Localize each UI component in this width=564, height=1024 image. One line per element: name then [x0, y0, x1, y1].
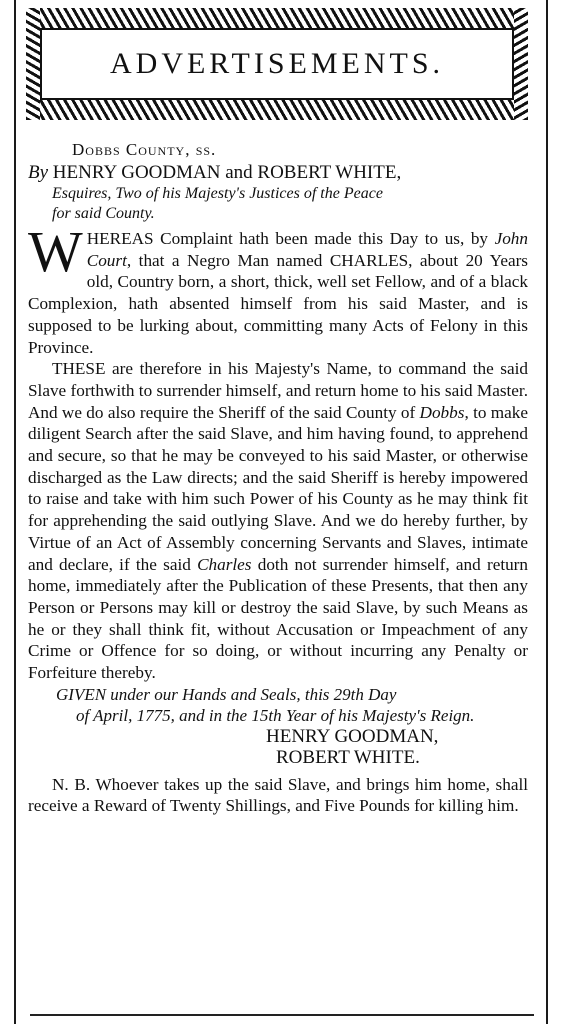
- drop-cap: W: [28, 219, 83, 284]
- paragraph-these-text: THESE are therefore in his Majesty's Name, to command the said Slave forthwith to surrender himself, and return home to his said Master. And we do also require the Sheriff of the said County of: [28, 359, 528, 422]
- name-charles: Charles: [197, 554, 252, 574]
- county-heading: Dobbs County, ss.: [72, 140, 217, 159]
- paragraph-these: [28, 358, 528, 684]
- masthead: [26, 8, 528, 120]
- ornamental-border-top: [26, 8, 528, 28]
- paragraph-whereas-text: HEREAS Complaint hath been made this Day to us, by: [86, 229, 495, 248]
- masthead-title: ADVERTISEMENTS.: [109, 47, 445, 80]
- nota-bene: N. B. Whoever takes up the said Slave, and brings him home, shall receive a Reward of Twenty Shillings, and Five Pounds for killing him.: [28, 774, 528, 816]
- county-name-dobbs: Dobbs: [419, 402, 465, 422]
- issuer-names: HENRY GOODMAN and ROBERT WHITE,: [48, 162, 402, 183]
- name-john-court: John Court: [86, 229, 528, 270]
- paragraph-whereas-text-cont: , that a Negro Man named CHARLES, about 20 Years old, Country born, a short, thick, well set Fellow, and of a black Complexion, hath absented himself from his said Master, and is supposed to be lurking about, committing many Acts of Felony in this Province.: [28, 250, 528, 357]
- ornamental-border-bottom: [26, 100, 528, 120]
- given-line: GIVEN under our Hands and Seals, this 29th Day: [56, 684, 397, 704]
- issuer-prefix: By: [28, 162, 49, 183]
- ornamental-border-right: [514, 8, 528, 120]
- paragraph-these-text-cont: , to make diligent Search after the said Slave, and him having found, to apprehend and secure, so that he may be conveyed to his said Master, or otherwise discharged as the Law directs; and the said Sheriff is hereby impowered to raise and take with him such Power of his County as he may think fit for apprehending the said outlying Slave. And we do hereby further, by Virtue of an Act of Assembly concerning Servants and Slaves, intimate and declare, if the said: [28, 402, 528, 574]
- advertisement: [28, 140, 528, 817]
- paragraph-these-text-end: doth not surrender himself, and return home, immediately after the Publication of these Presents, that then any Person or Persons may kill or destroy the said Slave, by such Means as he or they shall think fit, without Accusation or Impeachment of any Crime or Offence for so doing, or without incurring any Penalty or Forfeiture thereby.: [28, 554, 529, 683]
- signature-robert-white: ROBERT WHITE.: [276, 746, 420, 768]
- column-rule-left: [14, 0, 16, 1024]
- paragraph-whereas: [28, 219, 528, 358]
- given-line-cont: of April, 1775, and in the 15th Year of his Majesty's Reign.: [76, 705, 475, 725]
- column-rule-right: [546, 0, 548, 1024]
- signature-henry-goodman: HENRY GOODMAN,: [266, 725, 439, 747]
- ornamental-border-left: [26, 8, 40, 120]
- issuer-line: [28, 162, 528, 184]
- issuer-titles-cont: for said County.: [52, 205, 155, 222]
- bottom-rule: [30, 1014, 534, 1016]
- masthead-frame: [40, 28, 514, 100]
- issuer-titles: Esquires, Two of his Majesty's Justices of the Peace: [52, 185, 383, 202]
